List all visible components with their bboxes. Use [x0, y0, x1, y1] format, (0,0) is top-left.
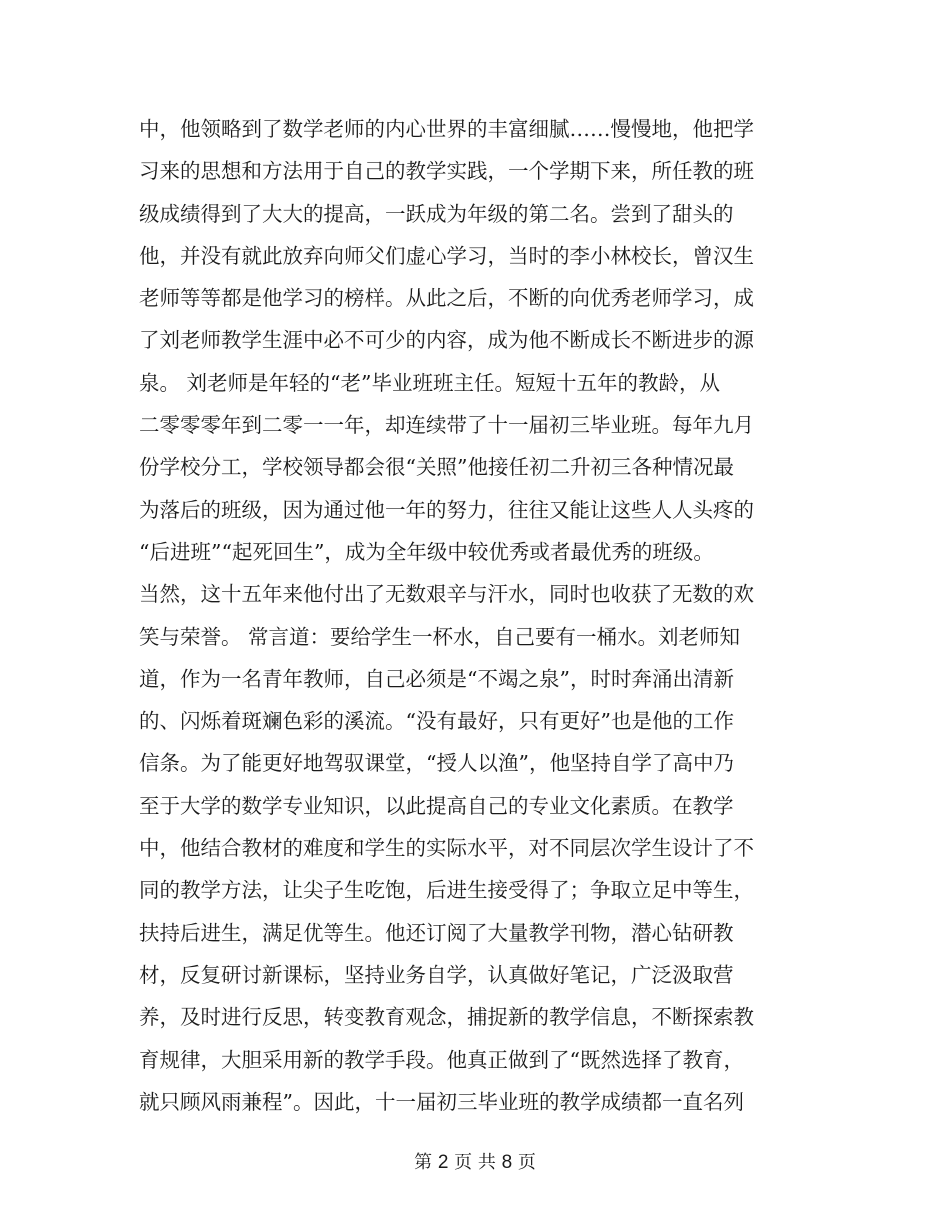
text-line: 二零零零年到二零一一年，却连续带了十一届初三毕业班。每年九月	[139, 413, 754, 438]
footer-prefix: 第	[414, 1152, 433, 1173]
text-line: 就只顾风雨兼程”。因此，十一届初三毕业班的教学成绩都一直名列	[139, 1089, 744, 1114]
text-line: “后进班”“起死回生”，成为全年级中较优秀或者最优秀的班级。	[139, 539, 714, 564]
text-line: 材，反复研讨新课标，坚持业务自学，认真做好笔记，广泛汲取营	[139, 962, 734, 987]
text-line: 了刘老师教学生涯中必不可少的内容，成为他不断成长不断进步的源	[139, 328, 754, 353]
text-line: 老师等等都是他学习的榜样。从此之后，不断的向优秀老师学习，成	[139, 286, 754, 311]
text-line: 至于大学的数学专业知识，以此提高自己的专业文化素质。在教学	[139, 793, 734, 818]
text-line: 育规律，大胆采用新的教学手段。他真正做到了“既然选择了教育，	[139, 1047, 744, 1072]
text-line: 泉。 刘老师是年轻的“老”毕业班班主任。短短十五年的教龄，从	[139, 370, 720, 395]
current-page-number: 2	[437, 1152, 449, 1173]
text-line: 的、闪烁着斑斓色彩的溪流。“没有最好，只有更好”也是他的工作	[139, 709, 734, 734]
total-pages-number: 8	[501, 1152, 513, 1173]
text-line: 中，他结合教材的难度和学生的实际水平，对不同层次学生设计了不	[139, 836, 754, 861]
page-footer	[0, 1146, 950, 1180]
text-line: 笑与荣誉。 常言道：要给学生一杯水，自己要有一桶水。刘老师知	[139, 624, 741, 649]
text-line: 当然，这十五年来他付出了无数艰辛与汗水，同时也收获了无数的欢	[139, 582, 754, 607]
footer-suffix: 页	[517, 1152, 536, 1173]
text-line: 信条。为了能更好地驾驭课堂，“授人以渔”，他坚持自学了高中乃	[139, 751, 734, 776]
text-line: 中，他领略到了数学老师的内心世界的丰富细腻……慢慢地，他把学	[139, 117, 754, 141]
text-line: 养，及时进行反思，转变教育观念，捕捉新的教学信息，不断探索教	[139, 1005, 754, 1030]
text-line: 习来的思想和方法用于自己的教学实践，一个学期下来，所任教的班	[139, 159, 754, 184]
text-line: 扶持后进生，满足优等生。他还订阅了大量教学刊物，潜心钻研教	[139, 920, 734, 945]
text-line: 道，作为一名青年教师，自己必须是“不竭之泉”，时时奔涌出清新	[139, 666, 734, 691]
text-line: 级成绩得到了大大的提高，一跃成为年级的第二名。尝到了甜头的	[139, 201, 734, 226]
text-line: 同的教学方法，让尖子生吃饱，后进生接受得了；争取立足中等生，	[139, 878, 754, 903]
body-text	[139, 108, 779, 1123]
text-line: 他，并没有就此放弃向师父们虚心学习，当时的李小林校长，曾汉生	[139, 243, 754, 268]
text-line: 份学校分工，学校领导都会很“关照”他接任初二升初三各种情况最	[139, 455, 734, 480]
text-line: 为落后的班级，因为通过他一年的努力，往往又能让这些人人头疼的	[139, 497, 754, 522]
footer-middle: 页 共	[454, 1152, 496, 1173]
